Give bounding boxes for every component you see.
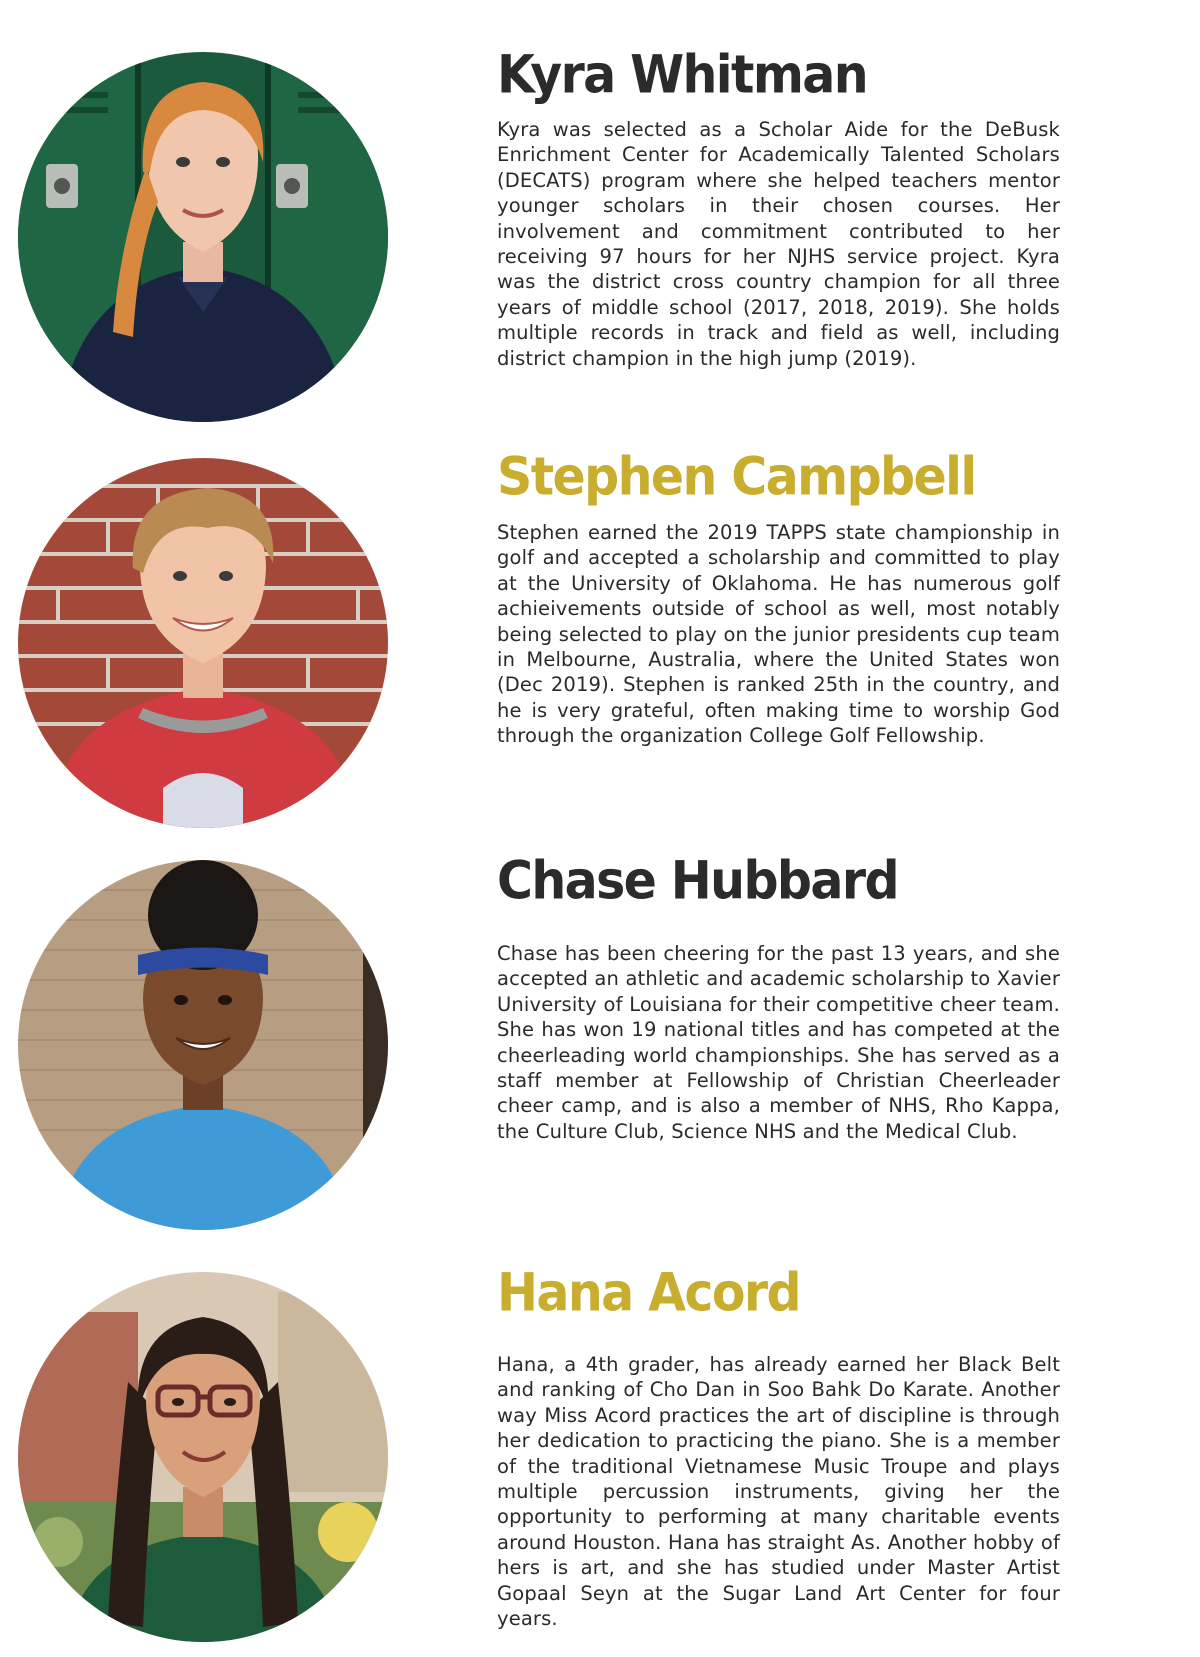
profile-bio: Kyra was selected as a Scholar Aide for the DeBusk Enrichment Center for Academically Talented Scholars (DECATS) program where she helped teachers mentor younger scholars in their chosen courses. Her involvement and commitment contributed to her receiving 97 hours for her NJHS service project. Kyra was the district cross country champion for all three years of middle school (2017, 2018, 2019). She holds multiple records in track and field as well, including district champion in the high jump (2019). — [497, 118, 1060, 370]
profile-name: Hana Acord — [497, 1261, 800, 1324]
profile-name: Chase Hubbard — [497, 849, 898, 912]
profile-name: Kyra Whitman — [497, 43, 868, 106]
profile-bio: Hana, a 4th grader, has already earned her Black Belt and ranking of Cho Dan in Soo Bahk Do Karate. Another way Miss Acord practices the art of discipline is through her dedication to practicing the piano. She is a member of the traditional Vietnamese Music Troupe and plays multiple percussion instruments, giving her the opportunity to performing at many charitable events around Houston. Hana has straight As. Another hobby of hers is art, and she has studied under Master Artist Gopaal Seyn at the Sugar Land Art Center for four years. — [497, 1353, 1060, 1631]
profile-photo — [18, 52, 388, 422]
kyra-portrait-image — [18, 52, 388, 422]
profile-photo — [18, 1272, 388, 1642]
profile-photo — [18, 458, 388, 828]
chase-portrait-image — [18, 860, 388, 1230]
profile-name: Stephen Campbell — [497, 445, 976, 508]
hana-portrait-image — [18, 1272, 388, 1642]
stephen-portrait-image — [18, 458, 388, 828]
profile-bio: Stephen earned the 2019 TAPPS state championship in golf and accepted a scholarship and committed to play at the University of Oklahoma. He has numerous golf achieivements outside of school as well, most notably being selected to play on the junior presidents cup team in Melbourne, Australia, where the United States won (Dec 2019). Stephen is ranked 25th in the country, and he is very grateful, often making time to worship God through the organization College Golf Fellowship. — [497, 521, 1060, 748]
profile-bio: Chase has been cheering for the past 13 years, and she accepted an athletic and academic scholarship to Xavier University of Louisiana for their competitive cheer team. She has won 19 national titles and has competed at the cheerleading world championships. She has served as a staff member at Fellowship of Christian Cheerleader cheer camp, and is also a member of NHS, Rho Kappa, the Culture Club, Science NHS and the Medical Club. — [497, 942, 1060, 1143]
profile-photo — [18, 860, 388, 1230]
